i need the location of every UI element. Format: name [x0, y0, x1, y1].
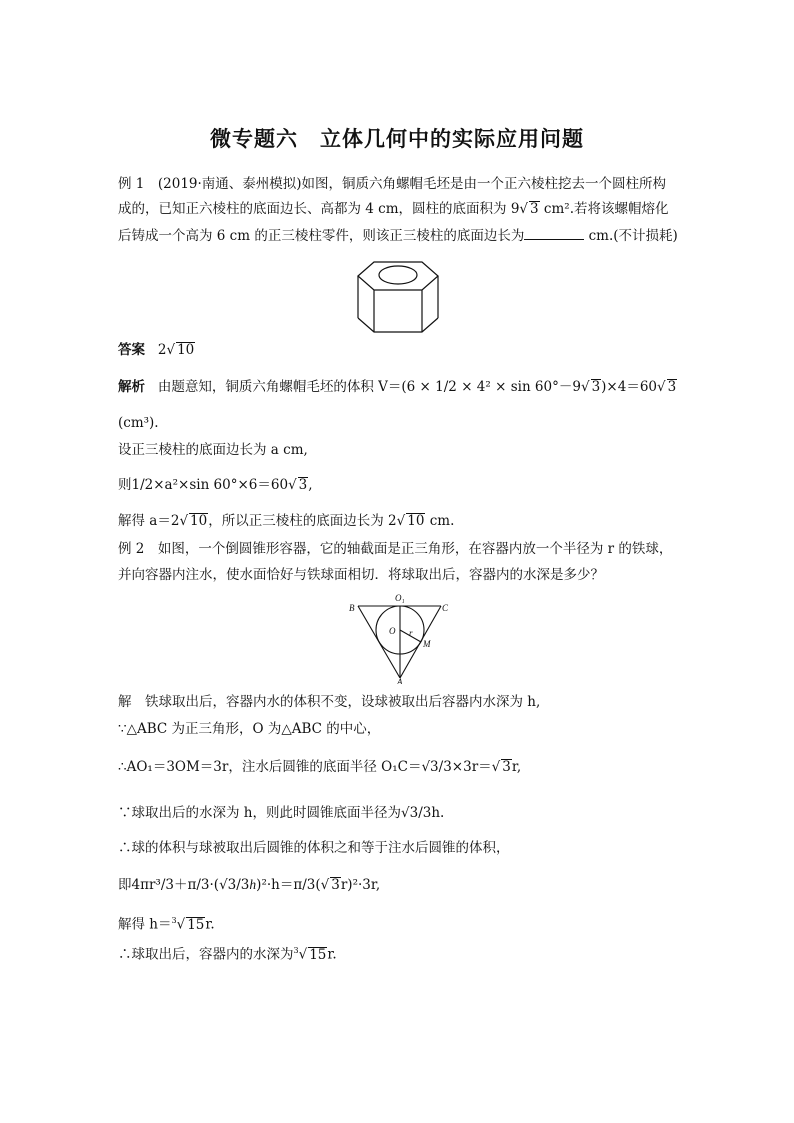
radicand: 10: [177, 342, 195, 358]
radicand: 3: [591, 379, 601, 395]
text: 即: [118, 877, 132, 893]
fraction-half: 1/2: [435, 379, 457, 395]
radicand: 3: [667, 379, 677, 395]
label-o: O: [389, 626, 396, 636]
cylinder-hole: [379, 266, 417, 284]
analysis-line3: 设正三棱柱的底面边长为 a cm,: [118, 442, 308, 458]
solution-line1: 解 铁球取出后，容器内水的体积不变，设球被取出后容器内水深为 h,: [118, 694, 541, 710]
text: r.: [205, 916, 215, 933]
label-b: B: [349, 603, 355, 613]
radicand: 3: [331, 877, 340, 893]
fraction-sqrt3-over-3: √3/3: [219, 877, 250, 893]
answer-blank: [524, 227, 584, 240]
analysis-line2: (cm³).: [118, 415, 159, 431]
root-index: 3: [293, 946, 299, 955]
label-r: r: [409, 628, 413, 638]
solution-line5: ∴球的体积与球被取出后圆锥的体积之和等于注水后圆锥的体积，: [118, 840, 510, 856]
radicand: 3: [298, 477, 308, 493]
text: cm.(不计损耗): [588, 228, 678, 244]
solution-line8: ∴球取出后，容器内的水深为$^3$√ 15r.: [118, 946, 337, 963]
example1-line3: [118, 226, 678, 246]
fraction-sqrt3-over-3: √3/3: [401, 805, 432, 821]
label-a: A: [397, 677, 403, 684]
text: ＋: [173, 877, 188, 893]
fraction-4pir3-over-3: 4πr³/3: [131, 877, 174, 893]
example2-line1: 例 2 如图，一个倒圆锥形容器，它的轴截面是正三角形，在容器内放一个半径为 r 的铁球，: [118, 541, 673, 557]
answer-value: 2: [157, 342, 167, 358]
radicand: 10: [407, 513, 425, 529]
analysis-label: 解析: [118, 379, 145, 395]
text: ×3r＝: [451, 759, 492, 775]
text: ∴AO₁＝3OM＝3r，注水后圆锥的底面半径 O₁C＝: [118, 759, 422, 775]
example2-line2: 并向容器内注水，使水面恰好与铁球面相切．将球取出后，容器内的水深是多少？: [118, 567, 604, 583]
text: 解得 a＝2: [118, 513, 180, 529]
text: 由题意知，铜质六角螺帽毛坯的体积 V＝(6 ×: [157, 379, 436, 395]
text: r,: [511, 759, 522, 775]
text: × 4² × sin 60°－9: [456, 379, 581, 395]
radicand: 15: [309, 946, 327, 963]
page-title: 微专题六 立体几何中的实际应用问题: [210, 126, 584, 151]
analysis-line5: 解得 a＝2√ 10，所以正三棱柱的底面边长为 2√ 10 cm.: [118, 513, 455, 529]
analysis-line4: 则1/2×a²×sin 60°×6＝60√ 3,: [118, 477, 313, 493]
fraction-pi-over-3: π/3: [293, 877, 316, 893]
cone-labels: [349, 593, 449, 684]
hex-bottom-edge: [358, 318, 438, 332]
text: 成的，已知正六棱柱的底面边长、高都为 4 cm，圆柱的底面积为 9: [118, 201, 520, 217]
solution-line4: [118, 803, 678, 823]
fraction-pi-over-3: π/3: [187, 877, 210, 893]
solution-line7: 解得 h＝$^3$√ 15r.: [118, 916, 215, 933]
text: 解得 h＝: [118, 916, 172, 933]
text: )×4＝60: [601, 379, 658, 395]
text: r.: [327, 946, 337, 963]
text: r)²·3r,: [340, 877, 381, 893]
radicand: 15: [187, 916, 205, 933]
radicand: 3: [502, 759, 511, 775]
text: ，所以正三棱柱的底面边长为 2: [208, 513, 397, 529]
text: ×a²×sin 60°×6＝60: [153, 477, 289, 493]
text: ∴球取出后，容器内的水深为: [118, 946, 294, 963]
text: (: [315, 877, 321, 893]
solution-line6: 即4πr³/3＋π/3·(√3/3h)²·h＝π/3(√ 3r)²·3r,: [118, 877, 381, 893]
analysis-line1: 解析 由题意知，铜质六角螺帽毛坯的体积 V＝(6 × 1/2 × 4² × sin 60°－9√ 3)×4＝60√ 3: [118, 379, 677, 395]
text: h.: [431, 805, 445, 821]
cone-figure: [345, 592, 455, 684]
hex-nut-figure: [352, 254, 442, 334]
fraction-sqrt3-over-3: √3/3: [421, 759, 452, 775]
example1-line1: 例 1 (2019·南通、泰州模拟)如图，铜质六角螺帽毛坯是由一个正六棱柱挖去一个圆柱所构: [118, 176, 667, 192]
answer-line: 答案 2√ 10: [118, 342, 195, 358]
solution-line3: ∴AO₁＝3OM＝3r，注水后圆锥的底面半径 O₁C＝√3/3×3r＝√ 3r,: [118, 759, 522, 775]
radicand: 10: [190, 513, 208, 529]
text: 则: [118, 477, 132, 493]
radicand: 3: [530, 201, 539, 217]
answer-label: 答案: [118, 342, 145, 358]
text: cm.: [425, 513, 455, 529]
text: ²·h＝: [261, 877, 294, 893]
text: ,: [308, 477, 313, 493]
fraction-half: 1/2: [131, 477, 154, 493]
example1-line2: 成的，已知正六棱柱的底面边长、高都为 4 cm，圆柱的底面积为 9√ 3 cm².若将该螺帽熔化: [118, 201, 669, 217]
text: ∵球取出后的水深为 h，则此时圆锥底面半径为: [118, 805, 401, 821]
text: cm².若将该螺帽熔化: [539, 201, 669, 217]
label-o1: O₁: [395, 593, 405, 603]
root-index: 3: [171, 916, 177, 925]
label-m: M: [423, 639, 431, 649]
hex-nut-drawing: [358, 262, 438, 332]
text: ·: [209, 877, 214, 893]
solution-line2: ∵△ABC 为正三角形，O 为△ABC 的中心，: [118, 721, 381, 737]
label-c: C: [442, 603, 449, 613]
text: 后铸成一个高为 6 cm 的正三棱柱零件，则该正三棱柱的底面边长为: [118, 228, 525, 244]
